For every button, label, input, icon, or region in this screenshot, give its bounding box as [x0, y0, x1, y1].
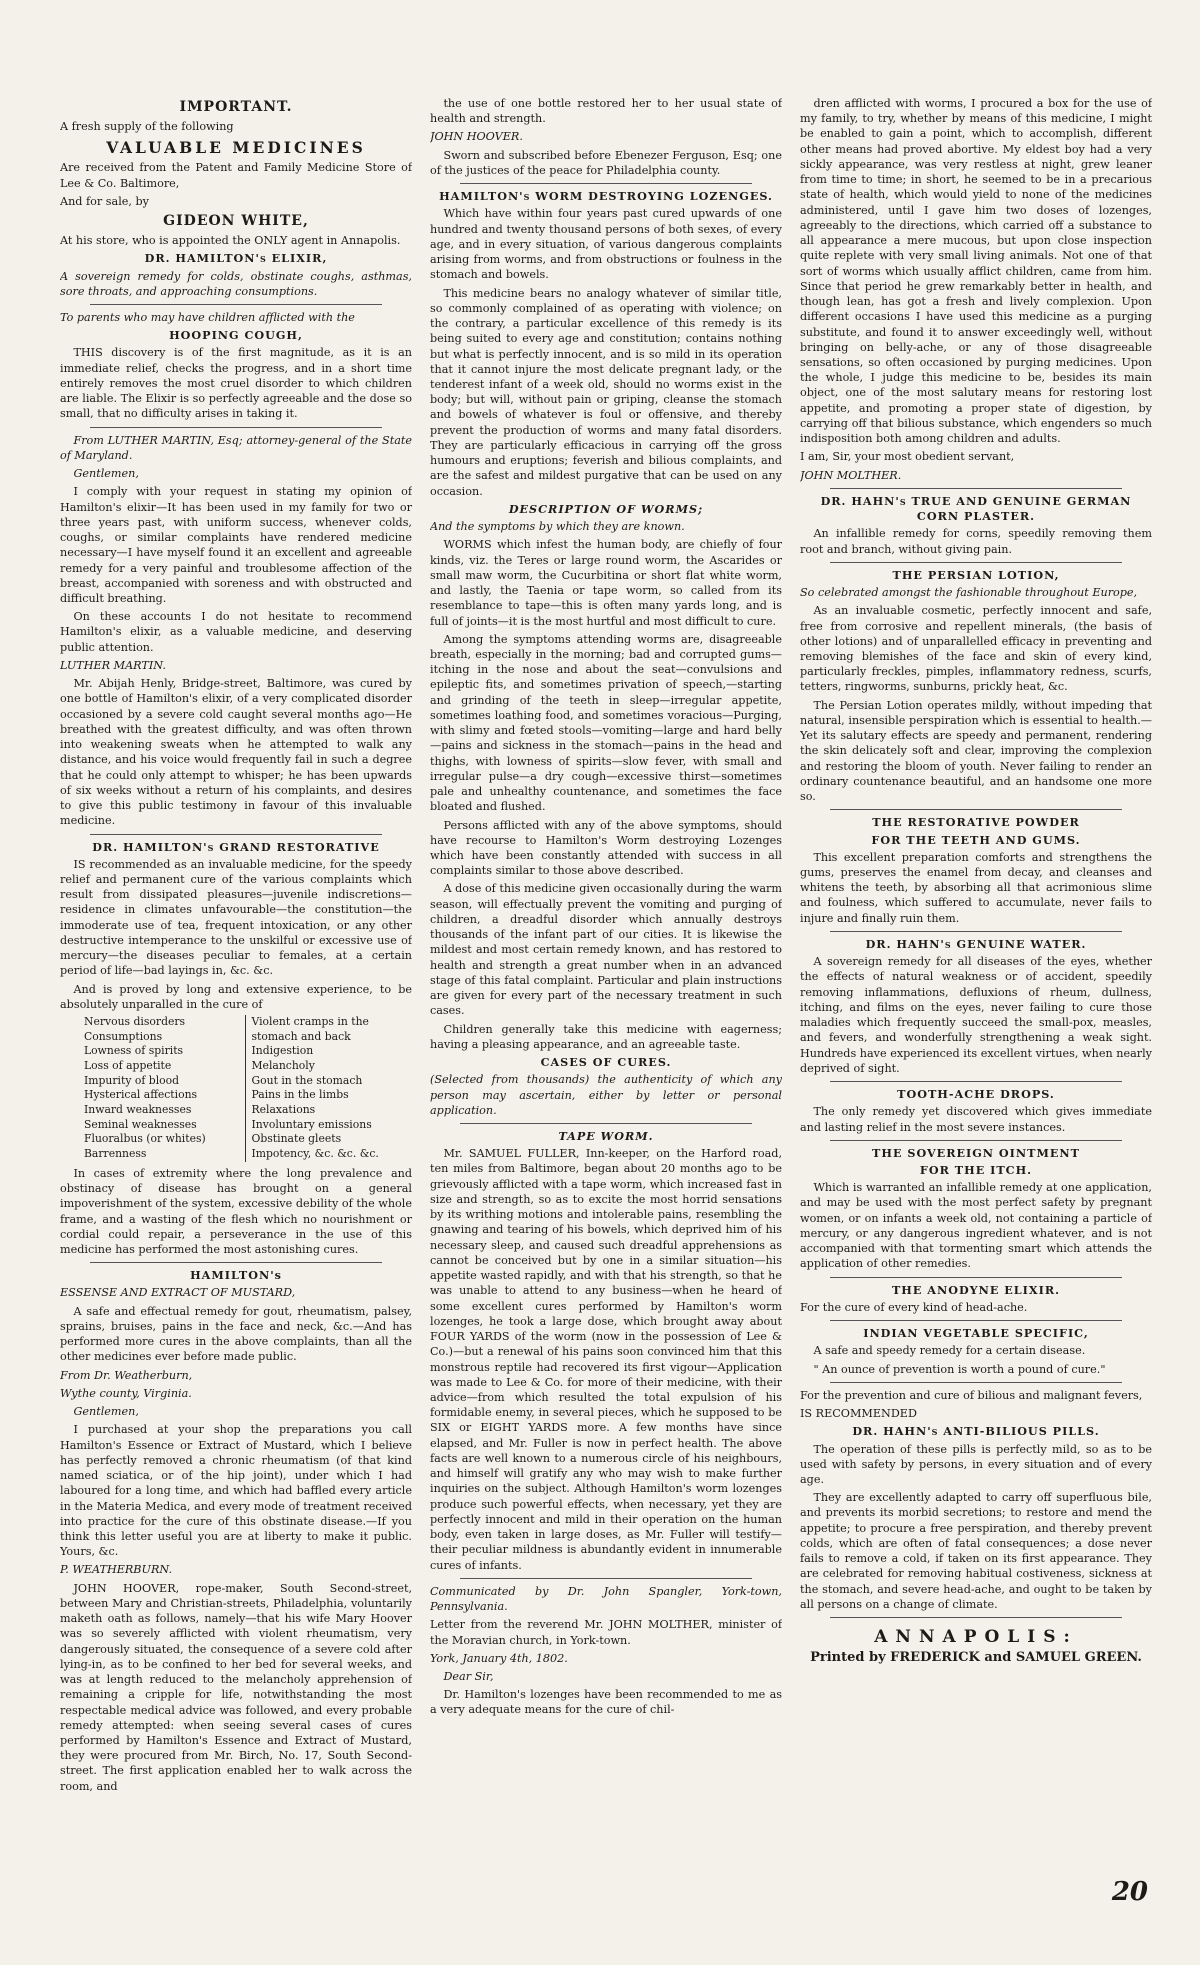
ailments-list — [78, 1015, 412, 1162]
mustard-sub: ESSENSE AND EXTRACT OF MUSTARD, — [60, 1286, 296, 1300]
paragraph: This medicine bears no analogy whatever of similar title, so commonly complained of as operating with violence; on the contrary, a particular excellence of this remedy is its being suited to every age and constitution; contains nothing but what is perfectly innocent, and is so mild in its operation that it cannot injure the most delicate pregnant lady, or the tenderest infant of a week old, should no worms exist in the body; but will, without pain or griping, cleanse the stomach and bowels of whatever is foul or offensive, and thereby prevent the production of worms and many fatal disorders. They are particularly efficacious in carrying off the gross humours and eruptions; feverish and bilious complaints, and are the safest and mildest purgative that can be used on any occasion. — [430, 286, 782, 498]
heading-grand-restorative: DR. HAMILTON's GRAND RESTORATIVE — [92, 839, 380, 854]
communicated-by: Communicated by Dr. John Spangler, York-town, Pennsylvania. — [430, 1584, 782, 1614]
supply-line: A fresh supply of the following — [60, 120, 234, 134]
paragraph: In cases of extremity where the long prevalence and obstinacy of disease has brought on a general impoverishment of the system, excessive debility of the whole frame, and a wasting of the flesh which no nourishment or cordial could repair, a perseverance in the use of this medicine has performed the most astonishing cures. — [60, 1166, 412, 1256]
paragraph: For the cure of every kind of head-ache. — [800, 1300, 1028, 1314]
heading-valuable-medicines: VALUABLE MEDICINES — [106, 138, 366, 158]
imprint-printer: Printed by FREDERICK and SAMUEL GREEN. — [810, 1650, 1142, 1666]
divider — [830, 809, 1122, 810]
heading-sovereign-ointment: THE SOVEREIGN OINTMENT — [872, 1145, 1080, 1160]
heading-persian-lotion: THE PERSIAN LOTION, — [892, 567, 1060, 582]
heading-for-the-itch: FOR THE ITCH. — [919, 1163, 1033, 1177]
signature-weatherburn: P. WEATHERBURN. — [60, 1563, 173, 1577]
paragraph: For the prevention and cure of bilious and malignant fevers, — [800, 1388, 1143, 1402]
paragraph: A safe and effectual remedy for gout, rheumatism, palsey, sprains, bruises, pains in the face and neck, &c.—And has performed more cures in the above complaints, than all the other medicines ever before made public. — [60, 1304, 412, 1364]
paragraph: IS recommended as an invaluable medicine, for the speedy relief and permanent cure of the various complaints which result from dissipated pleasures—juvenile indiscretions—residence in climates unfavourable—the constitution—the immoderate use of tea, frequent intoxication, or any other destructive intemperance to the unskilful or excessive use of mercury—the diseases peculiar to females, at a certain period of life—bad layings in, &c. &c. — [60, 857, 412, 978]
list-item: Loss of appetite — [84, 1059, 172, 1073]
dateline: York, January 4th, 1802. — [430, 1651, 568, 1665]
paragraph: The only remedy yet discovered which gives immediate and lasting relief in the most severe instances. — [800, 1105, 1152, 1134]
heading-tooth-ache-drops: TOOTH-ACHE DROPS. — [897, 1087, 1055, 1102]
page-number: 20 — [1111, 1877, 1148, 1907]
heading-teeth-gums: FOR THE TEETH AND GUMS. — [871, 832, 1081, 847]
paragraph: Mr. Abijah Henly, Bridge-street, Baltimore, was cured by one bottle of Hamilton's elixir, of a very complicated disorder occasioned by a severe cold caught several months ago—He breathed with the greatest difficulty, and was often thrown into weakening sweats when he attempted to walk any distance, and his voice would frequently fail in such a degree that he could only attempt to whisper; he has been upwards of six weeks without a return of his complaints, and desires to give this public testimony in favour of this invaluable medicine. — [60, 677, 412, 828]
list-item: Fluoralbus (or whites) — [84, 1132, 206, 1146]
paragraph: I comply with your request in stating my opinion of Hamilton's elixir—It has been used in my family for two or three years past, with uniform success, whenever colds, coughs, or similar complaints have rendered medicine necessary—I have myself found it an excellent and agreeable remedy for a very painful and troublesome affection of the breast, accompanied with soreness and with obstructed and difficult breathing. — [60, 485, 412, 605]
divider — [460, 1123, 752, 1124]
list-item: Inward weaknesses — [84, 1103, 192, 1117]
heading-anodyne-elixir: THE ANODYNE ELIXIR. — [891, 1282, 1061, 1297]
heading-description-of-worms: DESCRIPTION OF WORMS; — [508, 501, 704, 516]
heading-corn-plaster: DR. HAHN's TRUE AND GENUINE GERMAN CORN PLASTER. — [820, 493, 1132, 524]
list-item: Pains in the limbs — [251, 1088, 349, 1102]
columns — [60, 96, 1152, 1935]
heading-restorative-powder: THE RESTORATIVE POWDER — [872, 815, 1080, 830]
paragraph: A sovereign remedy for all diseases of the eyes, whether the effects of natural weakness or of accident, speedily removing inflammations, defluxions of rheum, dullness, itching, and films on the eyes, never failing to cure those maladies which frequently succeed the small-pox, measles, and fevers, and wonderfully strengthening a weak sight. Hundreds have experienced its excellent virtues, when nearly deprived of sight. — [800, 955, 1152, 1075]
worms-sub: And the symptoms by which they are known. — [430, 520, 685, 534]
heading-worm-lozenges: HAMILTON's WORM DESTROYING LOZENGES. — [439, 189, 773, 204]
column-1 — [60, 96, 412, 1935]
list-item: Nervous disorders — [84, 1015, 186, 1029]
divider — [460, 183, 752, 184]
divider — [90, 1262, 382, 1263]
divider — [90, 834, 382, 835]
list-item: Obstinate gleets — [251, 1132, 342, 1146]
heading-tape-worm: TAPE WORM. — [558, 1129, 654, 1143]
paragraph: A dose of this medicine given occasionally during the warm season, will effectually prevent the vomiting and purging of children, a dreadful disorder which annually destroys thousands of the infant part of our cities. It is likewise the mildest and most certain remedy known, and has restored to health and strength a great number when in an advanced stage of this fatal complaint. Particular and plain instructions are given for every part of the necessary treatment in such cases. — [430, 882, 782, 1018]
paragraph: A safe and speedy remedy for a certain disease. — [813, 1344, 1086, 1358]
paragraph: WORMS which infest the human body, are chiefly of four kinds, viz. the Teres or large round worm, the Ascarides or small maw worm, the Cucurbitina or short flat white worm, and lastly, the Taenia or tape worm, so called from its resemblance to tape—this is often many yards long, and is full of joints—it is the most hurtful and most difficult to cure. — [430, 538, 782, 628]
paragraph: This excellent preparation comforts and strengthens the gums, preserves the enamel from decay, and cleanses and whitens the teeth, by absorbing all that acrimonious slime and foulness, which suffered to accumulate, never fails to injure and finally ruin them. — [800, 850, 1152, 925]
list-item: Melancholy — [251, 1059, 315, 1073]
paragraph: As an invaluable cosmetic, perfectly innocent and safe, free from corrosive and repellent minerals, (the basis of other lotions) and of unparallelled efficacy in preventing and removing blemishes of the face and skin of every kind, particularly freckles, pimples, inflammatory redness, scurfs, tetters, ringworms, sunburns, prickly heat, &c. — [800, 604, 1152, 694]
paragraph: dren afflicted with worms, I procured a box for the use of my family, to try, whether by means of this medicine, I might be enabled to gain a point, which to accomplish, different other means had proved abortive. My eldest boy had a very sickly appearance, was very restless at night, grew leaner from time to time; in short, he seemed to be in a precarious state of health, which would yield to none of the medicines administered, until I gave him two doses of lozenges, agreeably to the directions, which carried off a substance to all appearance a mere mucous, but upon close inspection quite replete with very small living animals. Not one of that sort of worms which usually afflict children, came from him. Since that period he grew remarkably better in health, and though lean, has got a fresh and lively complexion. Upon different occasions I have used this medicine as a purging substitute, and found it to answer exceedingly well, without bringing on belly-ache, or any of those disagreeable sensations, so often occasioned by purging medicines. Upon the whole, I judge this medicine to be, besides its main object, one of the most salutary means for restoring lost appetite, and promoting a proper state of digestion, by carrying off that bilious substance, which engenders so much indisposition both among children and adults. — [800, 97, 1152, 446]
paragraph: Sworn and subscribed before Ebenezer Ferguson, Esq; one of the justices of the peace for Philadelphia county. — [430, 148, 782, 177]
heading-cases-of-cures: CASES OF CURES. — [540, 1055, 672, 1070]
paragraph: The Persian Lotion operates mildly, without impeding that natural, insensible perspiration which is essential to health.—Yet its salutary effects are speedy and permanent, rendering the skin delicately soft and clear, improving the complexion and restoring the bloom of youth. Never failing to render an ordinary countenance beautiful, and an handsome one more so. — [800, 698, 1152, 804]
list-item: Relaxations — [251, 1103, 316, 1117]
paragraph: They are excellently adapted to carry off superfluous bile, and prevents its morbid secretions; to restore and mend the appetite; to procure a free perspiration, and thereby prevent colds, which are often of fatal consequences; a dose never fails to remove a cold, if taken on its first appearance. They are celebrated for removing habitual costiveness, sickness at the stomach, and severe head-ache, and ought to be taken by all persons on a change of climate. — [800, 1491, 1152, 1611]
paragraph: " An ounce of prevention is worth a pound of cure." — [813, 1362, 1106, 1376]
divider — [830, 562, 1122, 563]
heading-elixir: DR. HAMILTON's ELIXIR, — [144, 251, 328, 266]
paragraph: the use of one bottle restored her to her usual state of health and strength. — [430, 97, 782, 126]
salutation: Dear Sir, — [443, 1669, 494, 1683]
list-item: Hysterical affections — [84, 1088, 198, 1102]
heading-mustard: HAMILTON's — [190, 1268, 282, 1283]
divider — [830, 1382, 1122, 1383]
signature-hoover: JOHN HOOVER. — [430, 130, 523, 144]
divider — [830, 1277, 1122, 1278]
list-item: Consumptions — [84, 1029, 163, 1043]
paragraph: Which is warranted an infallible remedy at one application, and may be used with the most perfect safety by pregnant women, or on infants a week old, not containing a particle of mercury, or any dangerous ingredient whatever, and is not accompanied with that tormenting smart which attends the application of other remedies. — [800, 1181, 1152, 1271]
paragraph: JOHN HOOVER, rope-maker, South Second-street, between Mary and Christian-streets, Philadelphia, voluntarily maketh oath as follows, namely—that his wife Mary Hoover was so severely afflicted with violent rheumatism, very dangerously situated, the consequence of a severe cold after lying-in, as to be confined to her bed for several weeks, and was at length reduced to the melancholy apprehension of remaining a cripple for life, notwithstanding the most respectable medical advice was followed, and every probable remedy attempted: when seeing several cases of cures performed by Hamilton's Essence and Extract of Mustard, they were procured from Mr. Birch, No. 17, South Second-street. The first application enabled her to walk across the room, and — [60, 1581, 412, 1793]
column-2 — [430, 96, 782, 1935]
paragraph: And is proved by long and extensive experience, to be absolutely unparalled in the cure of — [60, 982, 412, 1011]
divider — [90, 304, 382, 305]
from-martin: From LUTHER MARTIN, Esq; attorney-general of the State of Maryland. — [60, 433, 412, 462]
list-item: Impotency, &c. &c. &c. — [251, 1147, 379, 1161]
imprint-place: ANNAPOLIS: — [874, 1627, 1078, 1648]
salutation: Gentlemen, — [73, 467, 139, 481]
closing: I am, Sir, your most obedient servant, — [800, 450, 1015, 464]
is-recommended: IS RECOMMENDED — [800, 1407, 917, 1421]
divider — [830, 1320, 1122, 1321]
store-line: At his store, who is appointed the ONLY agent in Annapolis. — [60, 234, 401, 248]
heading-anti-bilious-pills: DR. HAHN's ANTI-BILIOUS PILLS. — [852, 1424, 1100, 1439]
wythe-county: Wythe county, Virginia. — [60, 1386, 192, 1400]
divider — [830, 931, 1122, 932]
heading-indian-specific: INDIAN VEGETABLE SPECIFIC, — [863, 1326, 1089, 1341]
from-weatherburn: From Dr. Weatherburn, — [60, 1368, 193, 1382]
signature-martin: LUTHER MARTIN. — [60, 658, 166, 672]
heading-important: IMPORTANT. — [179, 99, 293, 115]
list-item: Gout in the stomach — [251, 1073, 363, 1087]
paragraph: Children generally take this medicine with eagerness; having a pleasing appearance, and an agreeable taste. — [430, 1022, 782, 1051]
list-item: Violent cramps in the stomach and back — [251, 1015, 369, 1043]
paragraph: Which have within four years past cured upwards of one hundred and twenty thousand persons of both sexes, of every age, and in every situation, of various dangerous complaints arising from worms, and from obstructions or foulness in the stomach and bowels. — [430, 207, 782, 282]
ailments-right — [246, 1015, 413, 1162]
signature-molther: JOHN MOLTHER. — [800, 468, 902, 482]
divider — [830, 488, 1122, 489]
list-item: Impurity of blood — [84, 1073, 180, 1087]
paragraph: An infallible remedy for corns, speedily removing them root and branch, without giving pain. — [800, 527, 1152, 556]
letter-from: Letter from the reverend Mr. JOHN MOLTHER, minister of the Moravian church, in York-town. — [430, 1618, 782, 1647]
received-line: Are received from the Patent and Family Medicine Store of Lee & Co. Baltimore, — [60, 161, 412, 190]
parents-line: To parents who may have children afflicted with the — [60, 311, 355, 325]
elixir-desc: A sovereign remedy for colds, obstinate coughs, asthmas, sore throats, and approaching consumptions. — [60, 269, 412, 298]
list-item: Indigestion — [251, 1044, 314, 1058]
seller-name: GIDEON WHITE, — [163, 213, 309, 230]
divider — [830, 1081, 1122, 1082]
paragraph: On these accounts I do not hesitate to recommend Hamilton's elixir, as a valuable medicine, and deserving public attention. — [60, 610, 412, 654]
divider — [830, 1617, 1122, 1618]
imprint — [800, 1626, 1152, 1667]
paragraph: Persons afflicted with any of the above symptoms, should have recourse to Hamilton's Worm destroying Lozenges which have been constantly attended with success in all complaints similar to those above described. — [430, 818, 782, 878]
heading-genuine-water: DR. HAHN's GENUINE WATER. — [865, 936, 1087, 951]
divider — [830, 1140, 1122, 1141]
list-item: Lowness of spirits — [84, 1044, 184, 1058]
heading-hooping-cough: HOOPING COUGH, — [169, 328, 303, 343]
divider — [460, 1578, 752, 1579]
divider — [90, 427, 382, 428]
list-item: Seminal weaknesses — [84, 1117, 197, 1131]
paragraph: Among the symptoms attending worms are, disagreeable breath, especially in the morning; bad and corrupted gums—itching in the nose and about the seat—convulsions and epileptic fits, and sometimes privation of speech,—starting and grinding of the teeth in sleep—irregular appetite, sometimes loathing food, and sometimes voracious—Purging, with slimy and fœted stools—vomiting—large and hard belly—pains and sickness in the stomach—pains in the head and thighs, with lowness of spirits—slow fever, with small and irregular pulse—a dry cough—excessive thirst—sometimes pale and unhealthy countenance, and sometimes the face bloated and flushed. — [430, 632, 782, 814]
list-item: Barrenness — [84, 1147, 147, 1161]
ailments-left — [78, 1015, 246, 1162]
lotion-sub: So celebrated amongst the fashionable throughout Europe, — [800, 586, 1138, 600]
paragraph: THIS discovery is of the first magnitude, as it is an immediate relief, checks the progress, and in a short time entirely removes the most cruel disorder to which children are liable. The Elixir is so perfectly agreeable and the dose so small, that no difficulty arises in taking it. — [60, 346, 412, 421]
list-item: Involuntary emissions — [251, 1117, 372, 1131]
paragraph: The operation of these pills is perfectly mild, so as to be used with safety by persons, in every situation and of every age. — [800, 1442, 1152, 1486]
cases-sub: (Selected from thousands) the authenticity of which any person may ascertain, either by letter or personal application. — [430, 1073, 782, 1117]
paragraph: Mr. SAMUEL FULLER, Inn-keeper, on the Harford road, ten miles from Baltimore, began about 20 months ago to be grievously afflicted with a tape worm, which increased fast in size and strength, so as to excite the most horrid sensations by its writhing motions and intolerable pains, resembling the gnawing and tearing of his bowels, which deprived him of his necessary sleep, and caused such dreadful apprehensions as cannot be conceived but by one in a similar situation—his appetite wasted rapidly, and with that his strength, so that he was unable to attend to any business—when he heard of some excellent cures performed by Hamilton's worm lozenges, he took a large dose, which brought away about FOUR YARDS of the worm (now in the possession of Lee & Co.)—but a renewal of his pains soon convinced him that this monstrous reptile had recovered its first vigour—Application was made to Lee & Co. for more of their medicine, with their advice—from which resulted the total expulsion of his formidable enemy, in several pieces, which he supposed to be SIX or EIGHT YARDS more. A few months have since elapsed, and Mr. Fuller is now in perfect health. The above facts are well known to a numerous circle of his neighbours, and himself will gratify any who may wish to make further inquiries on the subject. Although Hamilton's worm lozenges produce such powerful effects, when necessary, yet they are perfectly innocent and mild in their operation on the human body, even taken in large doses, as Mr. Fuller will testify—their peculiar mildness is abundantly evident in innumerable cures of infants. — [430, 1147, 782, 1572]
salutation: Gentlemen, — [73, 1405, 139, 1419]
paragraph: I purchased at your shop the preparations you call Hamilton's Essence or Extract of Mustard, which I believe has perfectly removed a chronic rheumatism (of that kind named sciatica, or of the hip joint), under which I had laboured for a long time, and which had baffled every article in the Materia Medica, and every mode of treatment received into practice for the cure of this obstinate disease.—If you think this letter useful you are at liberty to make it public. Yours, &c. — [60, 1423, 412, 1559]
column-3 — [800, 96, 1152, 1935]
paragraph: Dr. Hamilton's lozenges have been recommended to me as a very adequate means for the cure of chil- — [430, 1688, 782, 1717]
for-sale-line: And for sale, by — [60, 194, 149, 208]
